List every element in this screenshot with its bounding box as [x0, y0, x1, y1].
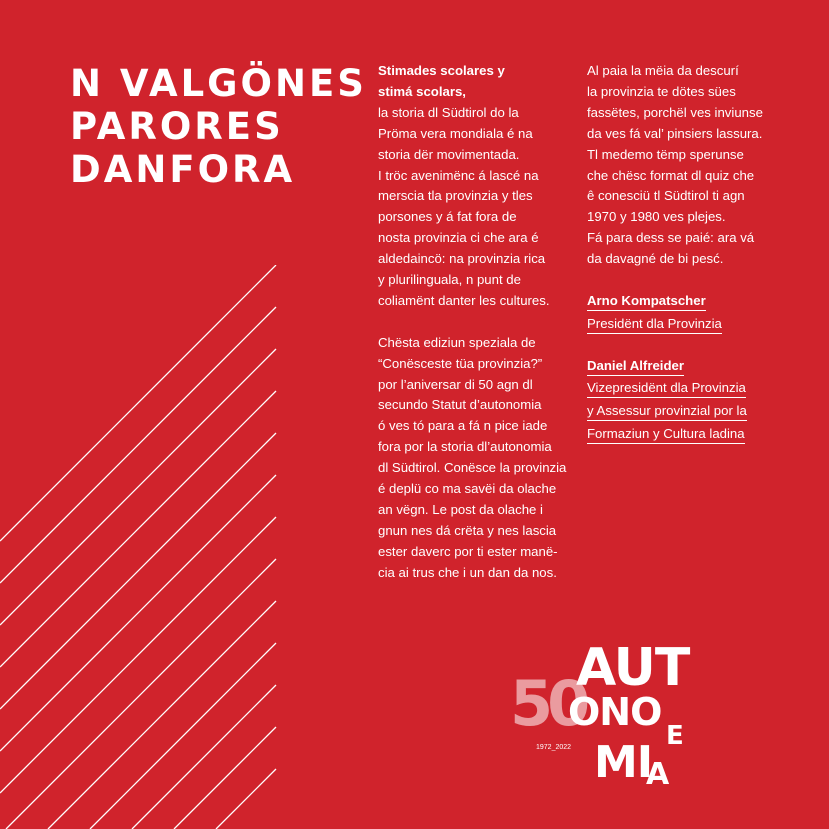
signature-block [587, 291, 787, 335]
text-line: Fá para dess se paié: ara vá [587, 230, 755, 246]
signer-role: Presidënt dla Provinzia [587, 315, 722, 334]
logo-word-row: E [666, 721, 684, 751]
text-line: Pröma vera mondiala é na [378, 125, 533, 141]
signer-role: Vizepresidënt dla Provinzia [587, 379, 746, 398]
text-line: fassëtes, porchël ves inviunse [587, 104, 763, 120]
logo-word-row: ONO [568, 690, 662, 734]
text-line: I tröc avenimënc á lascé na [378, 167, 539, 183]
title-line: DANFORA [70, 148, 296, 191]
logo-word-row: AUT [576, 638, 690, 698]
signature-block [587, 356, 787, 445]
text-line: cia ai trus che i un dan da nos. [378, 564, 557, 580]
letter-column-2 [587, 61, 787, 445]
logo-word-row: MI [594, 737, 653, 788]
text-line: aldedaincö: na provinzia rica [378, 251, 546, 267]
signer-role: y Assessur provinzial por la [587, 402, 747, 421]
text-line: y plurilinguala, n punt de [378, 272, 521, 288]
signer-role: Formaziun y Cultura ladina [587, 425, 745, 444]
stripe-line [0, 517, 276, 793]
text-line: la provinzia te dötes sües [587, 83, 736, 99]
signer-name: Arno Kompatscher [587, 292, 706, 311]
logo-years: 1972_2022 [536, 744, 572, 751]
text-line: “Conësceste tüa provinzia?” [378, 355, 543, 371]
letter-column-1 [378, 61, 578, 584]
text-line: ê conesciü tl Südtirol ti agn [587, 188, 745, 204]
diagonal-stripes [0, 265, 280, 829]
stripe-line [0, 349, 276, 625]
text-line: nosta provinzia ci che ara é [378, 230, 539, 246]
text-line: merscia tla provinzia y tles [378, 188, 533, 204]
stripe-line [0, 307, 276, 583]
text-line: é deplü co ma savëi da olache [378, 481, 557, 497]
text-line: Tl medemo tëmp sperunse [587, 146, 744, 162]
text-line: da davagné de bi pesć. [587, 251, 724, 267]
text-line: Chësta ediziun speziala de [378, 334, 536, 350]
greeting-line: stimá scolars, [378, 83, 466, 99]
logo-word-row: A [646, 757, 670, 792]
stripe-line [174, 727, 276, 829]
stripe-line [90, 643, 276, 829]
text-line: porsones y á fat fora de [378, 209, 517, 225]
stripe-line [0, 433, 276, 709]
text-line: Al paia la mëia da descurí [587, 63, 739, 78]
stripe-line [132, 685, 276, 829]
signer-name: Daniel Alfreider [587, 357, 684, 376]
text-line: fora por la storia dl’autonomia [378, 439, 552, 455]
text-line: an vëgn. Le post da olache i [378, 502, 543, 518]
stripe-line [0, 391, 276, 667]
logo-number: 50 [510, 667, 585, 740]
stripe-line [0, 265, 276, 541]
text-line: ó ves tó para a fá n pice iade [378, 418, 548, 434]
autonomia-50-logo [506, 640, 706, 800]
stripe-line [0, 475, 276, 751]
text-line: da ves fá val’ pinsiers lassura. [587, 125, 763, 141]
text-line: gnun nes dá crëta y nes lascia [378, 522, 557, 538]
text-line: 1970 y 1980 ves plejes. [587, 209, 726, 225]
text-line: storia dër movimentada. [378, 146, 520, 162]
page-title [70, 62, 367, 191]
stripe-line [6, 559, 276, 829]
text-line: la storia dl Südtirol do la [378, 104, 519, 120]
text-line: ester daverc por ti ester manë- [378, 543, 558, 559]
stripe-line [48, 601, 276, 829]
text-line: dl Südtirol. Conësce la provinzia [378, 460, 567, 476]
greeting-line: Stimades scolares y [378, 63, 505, 78]
text-line: coliamënt danter les cultures. [378, 292, 550, 308]
text-line: secundo Statut d’autonomia [378, 397, 542, 413]
title-line: PARORES [70, 105, 284, 148]
text-line: por l’aniversar di 50 agn dl [378, 376, 533, 392]
title-line: N VALGÖNES [70, 62, 367, 105]
text-line: che chësc format dl quiz che [587, 167, 755, 183]
